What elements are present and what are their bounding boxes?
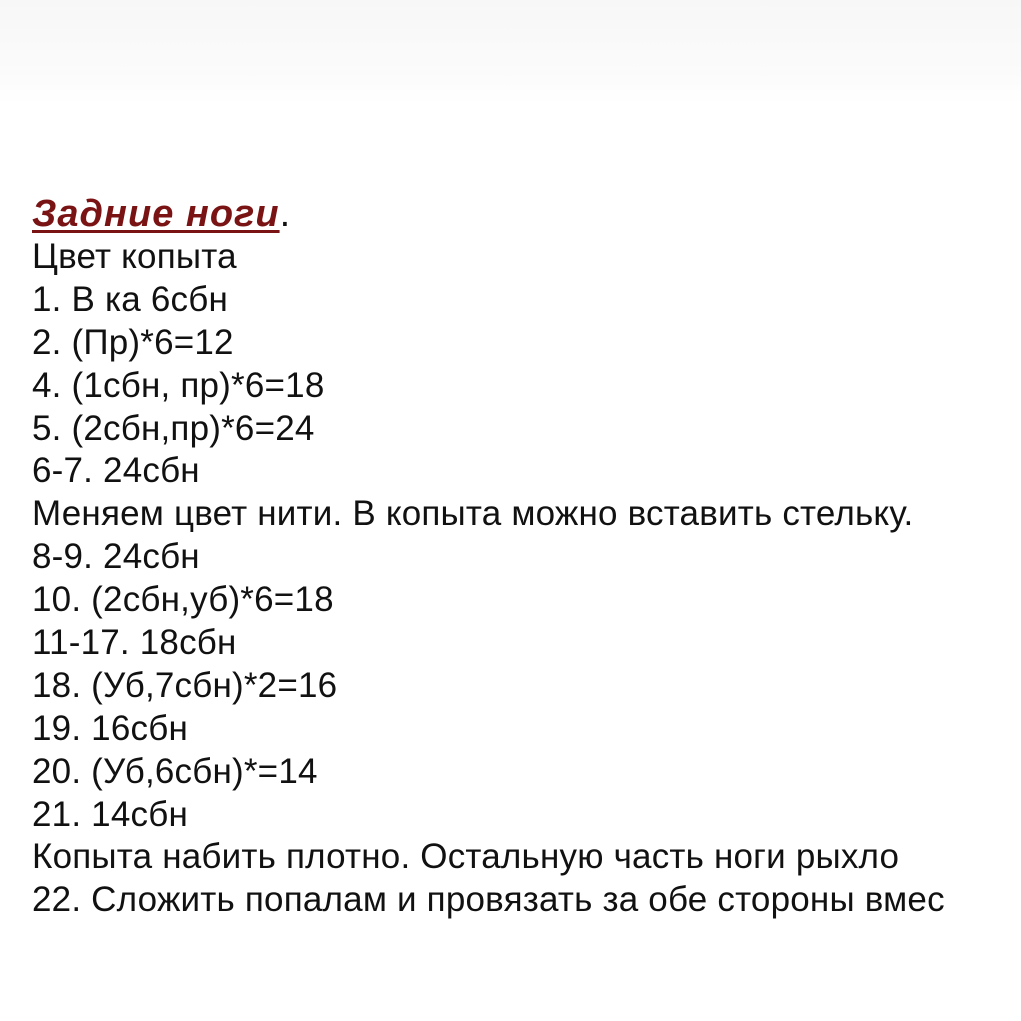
section-heading [32, 192, 1021, 236]
text-line: 11-17. 18сбн [32, 623, 237, 663]
text-line: 2. (Пр)*6=12 [32, 322, 234, 362]
text-line: 20. (Уб,6сбн)*=14 [32, 751, 318, 791]
text-line: 8-9. 24сбн [32, 537, 200, 577]
pattern-text [32, 192, 1021, 922]
text-line: 5. (2сбн,пр)*6=24 [32, 408, 315, 448]
text-line: 18. (Уб,7сбн)*2=16 [32, 665, 338, 705]
text-line: 19. 16сбн [32, 708, 188, 748]
text-line: 1. В ка 6сбн [32, 279, 228, 319]
top-band [0, 0, 1021, 104]
text-line: Цвет копыта [32, 237, 237, 276]
text-line: 21. 14сбн [32, 794, 188, 834]
text-line: Копыта набить плотно. Остальную часть ноги рыхло [32, 837, 900, 877]
text-line: 4. (1сбн, пр)*6=18 [32, 365, 325, 405]
text-line: 10. (2сбн,уб)*6=18 [32, 580, 334, 620]
section-heading-text: Задние ноги [32, 193, 280, 235]
text-line: Меняем цвет нити. В копыта можно вставить стельку. [32, 494, 914, 534]
text-line: 22. Сложить попалам и провязать за обе стороны вмес [32, 880, 945, 920]
text-line: 6-7. 24сбн [32, 451, 200, 491]
section-heading-suffix: . [279, 193, 291, 235]
